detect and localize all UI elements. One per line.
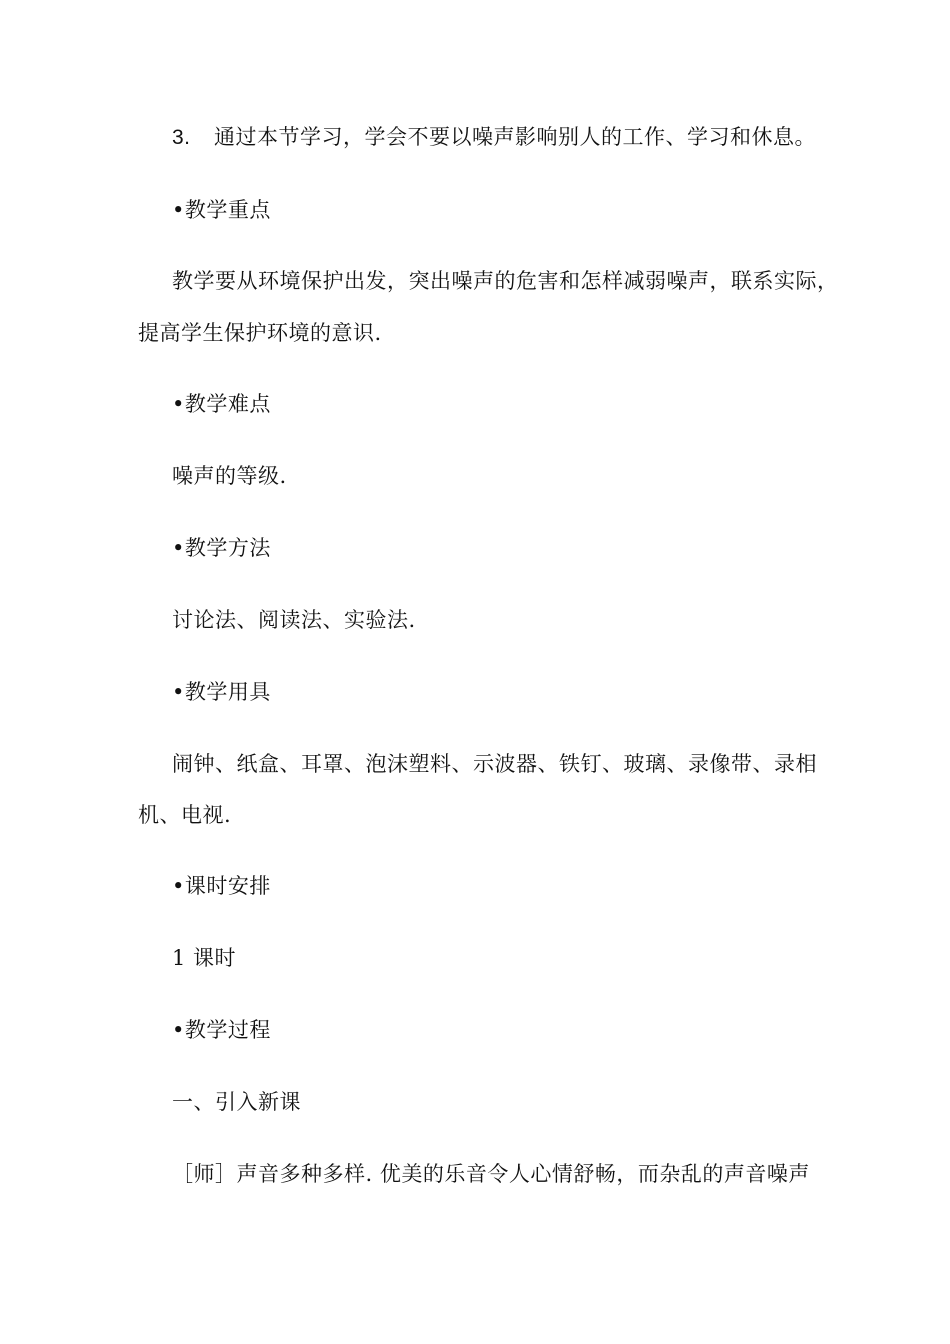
item-number: 3. [172, 126, 191, 149]
section-1-heading: 一、引入新课 [172, 1090, 301, 1114]
item-text: 通过本节学习，学会不要以噪声影响别人的工作、学习和休息。 [214, 125, 816, 149]
teaching-focus-text-line2: 提高学生保护环境的意识. [138, 321, 382, 345]
teacher-dialogue-line: ［师］声音多种多样. 优美的乐音令人心情舒畅，而杂乱的声音噪声 [172, 1162, 810, 1186]
teaching-difficulty-heading: •教学难点 [172, 392, 271, 416]
teaching-tools-text-line1: 闹钟、纸盒、耳罩、泡沫塑料、示波器、铁钉、玻璃、录像带、录相 [172, 752, 817, 776]
class-schedule-heading: •课时安排 [172, 874, 271, 898]
objective-item-3 [172, 122, 816, 153]
teaching-process-heading: •教学过程 [172, 1018, 271, 1042]
teaching-tools-text-line2: 机、电视. [138, 803, 232, 827]
teaching-focus-heading: •教学重点 [172, 198, 271, 222]
teaching-focus-text-line1: 教学要从环境保护出发，突出噪声的危害和怎样减弱噪声，联系实际， [172, 269, 839, 293]
teaching-method-heading: •教学方法 [172, 536, 271, 560]
teaching-method-text: 讨论法、阅读法、实验法. [172, 608, 416, 632]
teaching-difficulty-text: 噪声的等级. [172, 464, 287, 488]
teaching-tools-heading: •教学用具 [172, 680, 271, 704]
class-schedule-text: 1 课时 [172, 946, 237, 970]
